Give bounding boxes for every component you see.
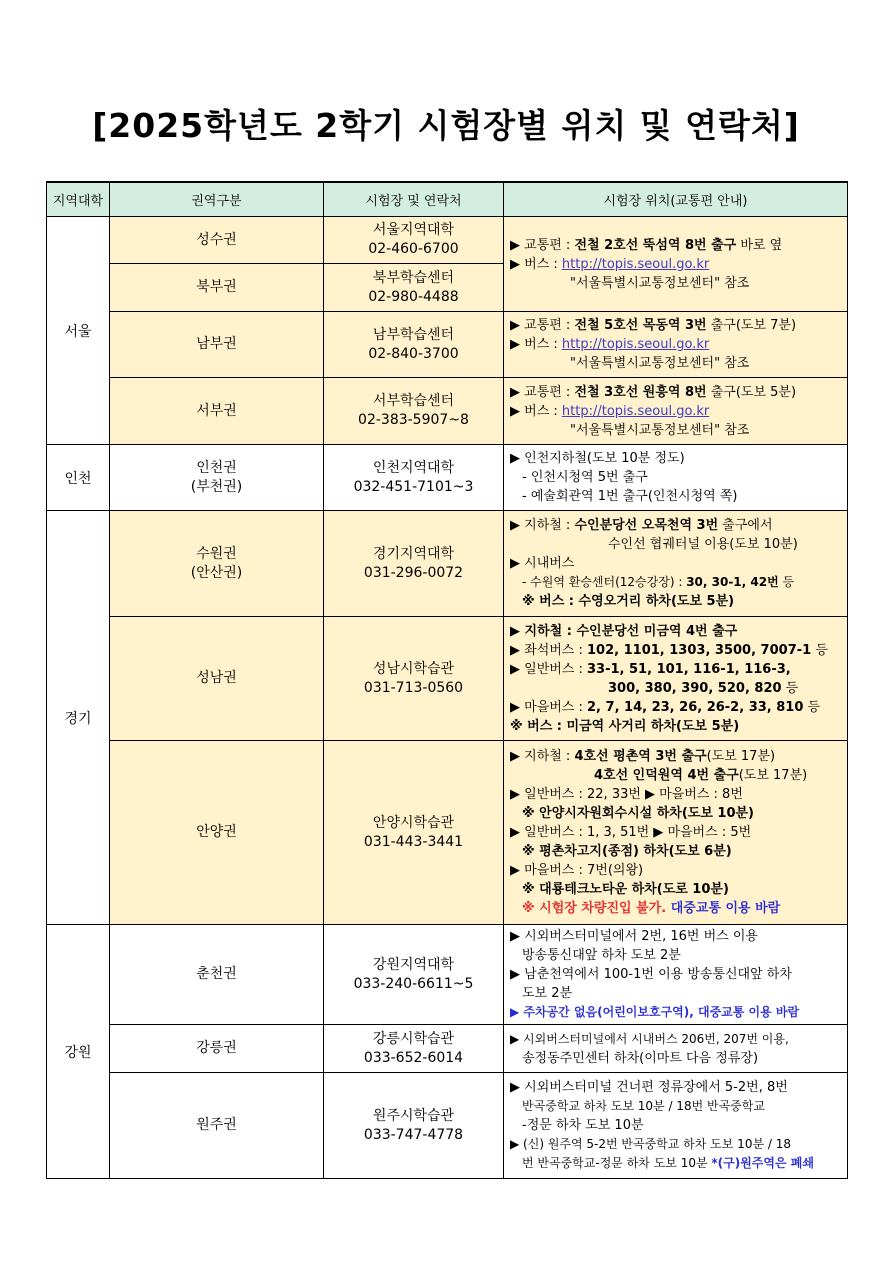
info-text: "서울특별시교통정보센터" 참조 bbox=[570, 356, 750, 371]
info-text: "서울특별시교통정보센터" 참조 bbox=[570, 275, 750, 291]
area-cell bbox=[110, 445, 324, 511]
info-text: 102, 1101, 1303, 3500, 7007-1 bbox=[587, 642, 812, 658]
venue-name: 강릉시학습관 bbox=[372, 1030, 455, 1047]
venue-phone: 032-451-7101~3 bbox=[353, 478, 474, 495]
table-row bbox=[47, 925, 848, 1025]
info-text: 출구에서 bbox=[718, 518, 773, 533]
venue-phone: 033-747-4778 bbox=[363, 1126, 464, 1143]
location-cell bbox=[504, 925, 848, 1025]
location-cell bbox=[504, 617, 848, 741]
info-text: ▶ 일반버스 : bbox=[510, 661, 588, 677]
exam-location-table bbox=[46, 181, 848, 1179]
venue-name: 안양시학습관 bbox=[372, 814, 455, 831]
info-text: ▶ 마을버스 : bbox=[510, 699, 588, 715]
info-text: ▶ 지하철 : bbox=[510, 518, 575, 533]
info-text: ※ 버스 : 수영오거리 하차(도보 5분) bbox=[522, 594, 735, 609]
venue-cell bbox=[324, 217, 504, 264]
area-cell: 강릉권 bbox=[110, 1025, 324, 1073]
notice-text: ▶ 주차공간 없음(어린이보호구역), 대중교통 이용 바람 bbox=[510, 1005, 800, 1019]
venue-cell bbox=[324, 741, 504, 925]
venue-cell bbox=[324, 1025, 504, 1073]
info-text: ▶ 교통편 : bbox=[510, 384, 575, 400]
table-row bbox=[47, 312, 848, 378]
table-row bbox=[47, 1073, 848, 1179]
venue-phone: 031-296-0072 bbox=[363, 564, 464, 581]
info-text: ▶ 지하철 : bbox=[510, 749, 575, 764]
table-row bbox=[47, 217, 848, 264]
venue-phone: 02-460-6700 bbox=[368, 241, 459, 257]
venue-phone: 031-713-0560 bbox=[363, 679, 464, 696]
venue-cell bbox=[324, 445, 504, 511]
info-text: 수인분당선 오목천역 3번 bbox=[574, 518, 719, 533]
area-subname: (안산권) bbox=[190, 564, 243, 581]
page-title: [2025학년도 2학기 시험장별 위치 및 연락처] bbox=[92, 106, 800, 145]
topis-link[interactable]: http://topis.seoul.go.kr bbox=[561, 256, 710, 272]
info-text: -정문 하차 도보 10분 bbox=[522, 1118, 644, 1133]
info-text: ▶ 지하철 : 수인분당선 미금역 4번 출구 bbox=[510, 623, 738, 639]
region-gangwon: 강원 bbox=[47, 925, 110, 1179]
region-seoul: 서울 bbox=[47, 217, 110, 445]
area-cell: 서부권 bbox=[110, 378, 324, 445]
info-text: (도보 17분) bbox=[738, 768, 808, 783]
info-text: ▶ 교통편 : bbox=[510, 237, 575, 253]
venue-cell bbox=[324, 378, 504, 445]
venue-name: 남부학습센터 bbox=[372, 326, 455, 343]
info-text: ▶ 버스 : bbox=[510, 403, 562, 419]
area-cell: 원주권 bbox=[110, 1073, 324, 1179]
area-cell: 성남권 bbox=[110, 617, 324, 741]
info-text: 바로 옆 bbox=[736, 237, 783, 253]
info-text: 4호선 평촌역 3번 출구 bbox=[574, 749, 707, 764]
info-text: ▶ 교통편 : bbox=[510, 318, 575, 333]
info-text: 수인선 협궤터널 이용(도보 10분) bbox=[608, 537, 798, 552]
venue-cell bbox=[324, 1073, 504, 1179]
info-text: ▶ 버스 : bbox=[510, 256, 562, 272]
venue-phone: 033-652-6014 bbox=[363, 1049, 464, 1066]
header-region: 지역대학 bbox=[47, 182, 110, 217]
info-text: 등 bbox=[778, 575, 795, 589]
location-cell bbox=[504, 1073, 848, 1179]
area-cell: 성수권 bbox=[110, 217, 324, 264]
area-cell: 남부권 bbox=[110, 312, 324, 378]
venue-cell bbox=[324, 312, 504, 378]
venue-name: 원주시학습관 bbox=[372, 1107, 455, 1124]
info-text: 등 bbox=[781, 680, 799, 696]
info-text: 2, 7, 14, 23, 26, 26-2, 33, 810 bbox=[587, 699, 804, 715]
venue-name: 서부학습센터 bbox=[372, 393, 455, 409]
location-cell bbox=[504, 445, 848, 511]
table-header-row bbox=[47, 182, 848, 217]
info-text: 전철 3호선 원흥역 8번 bbox=[574, 384, 707, 400]
region-incheon: 인천 bbox=[47, 445, 110, 511]
venue-name: 강원지역대학 bbox=[372, 956, 455, 973]
info-text: 30, 30-1, 42번 bbox=[686, 575, 779, 589]
location-cell bbox=[504, 511, 848, 617]
info-text: 33-1, 51, 101, 116-1, 116-3, bbox=[587, 661, 791, 677]
info-text: ▶ 남춘천역에서 100-1번 이용 방송통신대앞 하차 bbox=[510, 967, 792, 982]
info-text: - 인천시청역 5번 출구 bbox=[522, 470, 648, 485]
warning-text: ※ 시험장 차량진입 불가. bbox=[522, 901, 667, 916]
header-location: 시험장 위치(교통편 안내) bbox=[504, 182, 848, 217]
info-text: 출구(도보 5분) bbox=[706, 384, 797, 400]
info-text: ▶ 일반버스 : 22, 33번 ▶ 마을버스 : 8번 bbox=[510, 787, 743, 802]
info-text: - 수원역 환승센터(12승강장) : bbox=[522, 575, 687, 589]
venue-name: 경기지역대학 bbox=[372, 545, 455, 562]
area-name: 인천권 bbox=[196, 459, 237, 476]
info-text: (도보 17분) bbox=[706, 749, 776, 764]
info-text: - 예술회관역 1번 출구(인천시청역 쪽) bbox=[522, 489, 738, 504]
notice-text: 대중교통 이용 바람 bbox=[666, 901, 781, 916]
info-text: ▶ 버스 : bbox=[510, 337, 562, 352]
info-text: 반곡중학교 하차 도보 10분 / 18번 반곡중학교 bbox=[522, 1099, 765, 1113]
venue-cell bbox=[324, 617, 504, 741]
venue-phone: 031-443-3441 bbox=[363, 833, 464, 850]
info-text: "서울특별시교통정보센터" 참조 bbox=[570, 422, 750, 438]
info-text: ▶ 좌석버스 : bbox=[510, 642, 588, 658]
venue-cell bbox=[324, 511, 504, 617]
table-row bbox=[47, 378, 848, 445]
area-cell: 북부권 bbox=[110, 264, 324, 312]
info-text: 도보 2분 bbox=[522, 986, 573, 1001]
header-venue: 시험장 및 연락처 bbox=[324, 182, 504, 217]
location-cell bbox=[504, 1025, 848, 1073]
venue-cell bbox=[324, 264, 504, 312]
info-text: 등 bbox=[811, 642, 828, 658]
venue-name: 서울지역대학 bbox=[372, 222, 455, 238]
header-area: 권역구분 bbox=[110, 182, 324, 217]
location-cell bbox=[504, 312, 848, 378]
table-row bbox=[47, 445, 848, 511]
info-text: ※ 버스 : 미금역 사거리 하차(도보 5분) bbox=[510, 718, 740, 734]
info-text: ▶ (신) 원주역 5-2번 반곡중학교 하차 도보 10분 / 18 bbox=[510, 1137, 791, 1151]
venue-phone: 02-980-4488 bbox=[368, 288, 459, 305]
venue-phone: 033-240-6611~5 bbox=[353, 975, 474, 992]
info-text: ▶ 인천지하철(도보 10분 정도) bbox=[510, 451, 685, 466]
table-row bbox=[47, 617, 848, 741]
topis-link[interactable]: http://topis.seoul.go.kr bbox=[561, 337, 710, 352]
location-cell bbox=[504, 378, 848, 445]
area-cell: 안양권 bbox=[110, 741, 324, 925]
area-name: 수원권 bbox=[196, 545, 237, 562]
location-cell bbox=[504, 741, 848, 925]
info-text: 4호선 인덕원역 4번 출구 bbox=[594, 768, 739, 783]
table-row bbox=[47, 1025, 848, 1073]
area-subname: (부천권) bbox=[190, 478, 243, 495]
info-text: ※ 대룡테크노타운 하차(도로 10분) bbox=[522, 882, 729, 897]
table-row bbox=[47, 511, 848, 617]
info-text: 번 반곡중학교-정문 하차 도보 10분 bbox=[522, 1156, 712, 1170]
table-row bbox=[47, 741, 848, 925]
info-text: 송정동주민센터 하차(이마트 다음 정류장) bbox=[522, 1050, 759, 1066]
region-gyeonggi: 경기 bbox=[47, 511, 110, 925]
venue-phone: 02-840-3700 bbox=[368, 345, 459, 362]
info-text: ※ 평촌차고지(종점) 하차(도보 6분) bbox=[522, 844, 732, 859]
info-text: ▶ 마을버스 : 7번(의왕) bbox=[510, 863, 644, 878]
info-text: 출구(도보 7분) bbox=[706, 318, 797, 333]
info-text: 등 bbox=[803, 699, 821, 715]
venue-phone: 02-383-5907~8 bbox=[358, 412, 469, 428]
info-text: 전철 2호선 뚝섬역 8번 출구 bbox=[574, 237, 737, 253]
info-text: 300, 380, 390, 520, 820 bbox=[608, 680, 782, 696]
info-text: 전철 5호선 목동역 3번 bbox=[574, 318, 707, 333]
area-cell bbox=[110, 511, 324, 617]
venue-name: 인천지역대학 bbox=[372, 459, 455, 476]
venue-cell bbox=[324, 925, 504, 1025]
notice-text: *(구)원주역은 폐쇄 bbox=[711, 1156, 814, 1170]
venue-name: 성남시학습관 bbox=[372, 660, 455, 677]
info-text: 방송통신대앞 하차 도보 2분 bbox=[522, 948, 681, 963]
info-text: ※ 안양시자원회수시설 하차(도보 10분) bbox=[522, 806, 755, 821]
info-text: ▶ 일반버스 : 1, 3, 51번 ▶ 마을버스 : 5번 bbox=[510, 825, 752, 840]
info-text: ▶ 시내버스 bbox=[510, 556, 575, 571]
info-text: ▶ 시외버스터미널 건너편 정류장에서 5-2번, 8번 bbox=[510, 1080, 788, 1095]
location-cell bbox=[504, 217, 848, 312]
area-cell: 춘천권 bbox=[110, 925, 324, 1025]
info-text: ▶ 시외버스터미널에서 시내버스 206번, 207번 이용, bbox=[510, 1031, 789, 1046]
topis-link[interactable]: http://topis.seoul.go.kr bbox=[561, 403, 710, 419]
info-text: ▶ 시외버스터미널에서 2번, 16번 버스 이용 bbox=[510, 929, 758, 944]
venue-name: 북부학습센터 bbox=[372, 269, 455, 286]
